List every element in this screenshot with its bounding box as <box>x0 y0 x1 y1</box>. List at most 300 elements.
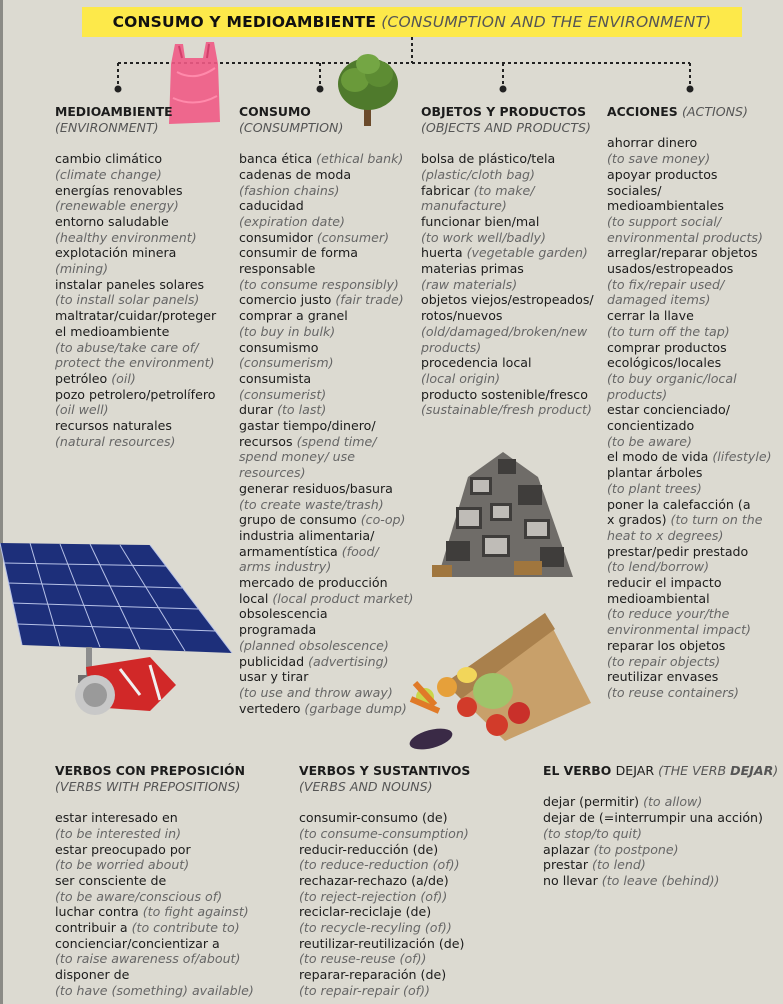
column-header-title: EL VERBO <box>543 763 616 778</box>
vocab-line <box>543 842 779 858</box>
spanish-term: apoyar productos <box>607 166 718 182</box>
english-translation: (to plant trees) <box>607 480 702 496</box>
english-translation: (to be worried about) <box>55 857 190 873</box>
english-translation: (to repair objects) <box>607 653 721 669</box>
english-translation: (to be aware/conscious of) <box>55 888 223 904</box>
spanish-term: industria alimentaria/ <box>239 527 375 543</box>
vocab-line <box>607 481 779 497</box>
vocab-line <box>239 214 414 230</box>
spanish-term: contribuir a <box>55 920 132 936</box>
english-translation: products) <box>607 386 668 402</box>
vocab-line <box>55 308 235 324</box>
vocab-line <box>607 638 779 654</box>
spanish-term: producto sostenible/fresco <box>421 386 588 402</box>
vocab-line <box>239 465 414 481</box>
spanish-term: consumir-consumo (de) <box>299 810 448 826</box>
english-translation: (to reject-rejection (of)) <box>299 888 448 904</box>
column-header-title: ACCIONES <box>607 104 682 119</box>
english-translation: (fashion chains) <box>239 182 340 198</box>
spanish-term: sociales/ <box>607 182 662 198</box>
english-translation: (natural resources) <box>55 433 176 449</box>
spanish-term: estar preocupado por <box>55 841 191 857</box>
spanish-term: maltratar/cuidar/proteger <box>55 308 217 324</box>
vocab-line <box>299 889 539 905</box>
english-translation: (to turn on the <box>670 512 763 528</box>
vocab-line <box>55 230 235 246</box>
vocab-line <box>239 685 414 701</box>
spanish-term: recursos naturales <box>55 418 172 434</box>
english-translation: (mining) <box>55 261 109 277</box>
english-translation: (fair trade) <box>335 292 404 308</box>
vocab-line <box>239 638 414 654</box>
vocab-line <box>607 308 779 324</box>
vocab-line <box>607 497 779 513</box>
vocab-line <box>607 245 779 261</box>
english-translation: (consumerism) <box>239 355 334 371</box>
spanish-term: pozo petrolero/petrolífero <box>55 386 216 402</box>
vocab-line <box>607 324 779 340</box>
vocab-line <box>55 904 295 920</box>
vocab-line <box>607 167 779 183</box>
column-header-english: (ACTIONS) <box>682 104 748 119</box>
vocab-line <box>607 151 779 167</box>
column-header-subtitle: (VERBS AND NOUNS) <box>299 778 433 794</box>
vocab-line <box>299 873 539 889</box>
spanish-term: reutilizar-reutilización (de) <box>299 935 465 951</box>
vocab-line <box>55 967 295 983</box>
english-translation: arms industry) <box>239 559 332 575</box>
english-translation: (to create waste/trash) <box>239 496 384 512</box>
spanish-term: medioambientales <box>607 198 724 214</box>
english-translation: heat to x degrees) <box>607 527 724 543</box>
english-translation: (local origin) <box>421 370 501 386</box>
spanish-term: usar y tirar <box>239 669 309 685</box>
vocab-line <box>607 559 779 575</box>
vocab-line <box>421 324 601 340</box>
page-title <box>82 7 742 37</box>
english-translation: (to lend) <box>592 857 646 873</box>
spanish-term: instalar paneles solares <box>55 276 205 292</box>
spanish-term: caducidad <box>239 198 304 214</box>
vocab-line <box>299 810 539 826</box>
english-translation: (oil well) <box>55 402 109 418</box>
english-translation: (to be aware) <box>607 433 692 449</box>
vocab-line <box>55 371 235 387</box>
vocab-line <box>55 418 235 434</box>
vocab-line <box>239 167 414 183</box>
english-translation: (garbage dump) <box>304 700 407 716</box>
spanish-term: ecológicos/locales <box>607 355 722 371</box>
spanish-term: gastar tiempo/dinero/ <box>239 418 376 434</box>
vocab-line <box>55 292 235 308</box>
vocab-line <box>421 387 601 403</box>
vocab-line <box>239 261 414 277</box>
spanish-term: concientizado <box>607 418 695 434</box>
vocab-line <box>55 826 295 842</box>
column-header-english-end: ) <box>773 763 779 778</box>
vocab-line <box>543 857 779 873</box>
spanish-term: comprar a granel <box>239 308 348 324</box>
vocab-line <box>421 402 601 418</box>
spanish-term: prestar/pedir prestado <box>607 543 749 559</box>
vocab-line <box>239 324 414 340</box>
english-translation: manufacture) <box>421 198 507 214</box>
vocab-line <box>299 857 539 873</box>
column-header <box>239 104 414 120</box>
vocab-line <box>607 261 779 277</box>
spanish-term: fabricar <box>421 182 474 198</box>
spacer <box>55 794 295 810</box>
column-objetos-productos <box>421 104 601 418</box>
vocab-line <box>421 308 601 324</box>
column-header <box>55 763 295 779</box>
spanish-term: no llevar <box>543 872 602 888</box>
vocab-line <box>607 465 779 481</box>
spanish-term: funcionar bien/mal <box>421 213 540 229</box>
english-translation: (food/ <box>341 543 379 559</box>
vocab-line <box>607 418 779 434</box>
english-translation: (to buy in bulk) <box>239 323 336 339</box>
vocab-line <box>55 198 235 214</box>
spanish-term: reparar-reparación (de) <box>299 967 447 983</box>
english-translation: (raw materials) <box>421 276 518 292</box>
spanish-term: comprar productos <box>607 339 727 355</box>
column-header <box>543 763 779 779</box>
spanish-term: ser consciente de <box>55 872 167 888</box>
english-translation: (to consume responsibly) <box>239 276 399 292</box>
english-translation: (to buy organic/local <box>607 370 737 386</box>
column-header-english-bold: DEJAR <box>730 763 774 778</box>
english-translation: (to reduce your/the <box>607 606 730 622</box>
column-verbos-sustantivos <box>299 763 539 999</box>
vocab-line <box>239 701 414 717</box>
vocab-line <box>421 198 601 214</box>
vocab-line <box>421 214 601 230</box>
title-spanish: CONSUMO Y MEDIOAMBIENTE <box>112 13 377 31</box>
spanish-term: obsolescencia <box>239 606 328 622</box>
english-translation: (spend time/ <box>296 433 377 449</box>
english-translation: (to recycle-recyling (of)) <box>299 920 452 936</box>
english-translation: (to stop/to quit) <box>543 825 642 841</box>
vocab-line <box>421 245 601 261</box>
spanish-term: responsable <box>239 261 316 277</box>
english-translation: (expiration date) <box>239 213 345 229</box>
vocab-line <box>239 355 414 371</box>
vocab-line <box>421 340 601 356</box>
english-translation: (to leave (behind)) <box>601 872 720 888</box>
english-translation: (climate change) <box>55 166 162 182</box>
vocab-line <box>607 512 779 528</box>
vocab-line <box>607 355 779 371</box>
english-translation: spend money/ use <box>239 449 355 465</box>
vocab-line <box>239 277 414 293</box>
spanish-term: dejar de (=interrumpir una acción) <box>543 810 763 826</box>
vocab-line <box>421 355 601 371</box>
column-header-subtitle: (ENVIRONMENT) <box>55 119 159 135</box>
spanish-term: ahorrar dinero <box>607 135 698 151</box>
vocab-line <box>607 387 779 403</box>
english-translation: (to allow) <box>643 794 703 810</box>
english-translation: protect the environment) <box>55 355 215 371</box>
vocab-line <box>239 622 414 638</box>
english-translation: (to use and throw away) <box>239 685 393 700</box>
english-translation: (to last) <box>277 402 327 418</box>
english-translation: (old/damaged/broken/new <box>421 323 588 339</box>
spacer <box>607 120 779 136</box>
vocab-line <box>239 371 414 387</box>
english-translation: (to fix/repair used/ <box>607 276 725 292</box>
spanish-term: publicidad <box>239 653 309 669</box>
vocab-line <box>55 402 235 418</box>
english-translation: (oil) <box>111 370 136 386</box>
spanish-term: entorno saludable <box>55 213 169 229</box>
english-translation: (to save money) <box>607 151 711 167</box>
vocab-line <box>607 292 779 308</box>
vocab-line <box>607 402 779 418</box>
spanish-term: petróleo <box>55 370 112 386</box>
spacer <box>239 135 414 151</box>
spanish-term: consumir de forma <box>239 245 358 261</box>
column-header-title: VERBOS Y SUSTANTIVOS <box>299 763 471 778</box>
vocab-line <box>607 669 779 685</box>
vocab-line <box>55 857 295 873</box>
english-translation: (to have (something) available) <box>55 982 254 998</box>
spanish-term: materias primas <box>421 261 524 277</box>
spanish-term: mercado de producción <box>239 575 388 591</box>
vocab-line <box>299 826 539 842</box>
vocab-line <box>239 669 414 685</box>
spanish-term: programada <box>239 622 317 638</box>
vocab-line <box>607 198 779 214</box>
english-translation: (consumer) <box>316 229 389 245</box>
column-header-title: OBJETOS Y PRODUCTOS <box>421 104 587 119</box>
spanish-term: plantar árboles <box>607 465 703 481</box>
english-translation: damaged items) <box>607 292 711 308</box>
column-acciones <box>607 104 779 701</box>
vocab-line <box>543 794 779 810</box>
vocab-line <box>239 292 414 308</box>
english-translation: (to reuse containers) <box>607 685 739 700</box>
vocab-line <box>239 245 414 261</box>
vocab-line <box>607 606 779 622</box>
english-translation: (ethical bank) <box>316 151 404 167</box>
vocab-line <box>421 183 601 199</box>
vocab-line <box>421 371 601 387</box>
spanish-term: estar interesado en <box>55 810 178 826</box>
vocab-line <box>421 230 601 246</box>
column-medioambiente <box>55 104 235 449</box>
english-translation: (to turn off the tap) <box>607 323 730 339</box>
spanish-term: generar residuos/basura <box>239 480 393 496</box>
vocab-line <box>55 889 295 905</box>
vocab-line <box>239 575 414 591</box>
vocab-line <box>299 904 539 920</box>
spanish-term: aplazar <box>543 841 594 857</box>
spanish-term: bolsa de plástico/tela <box>421 151 556 167</box>
spanish-term: rotos/nuevos <box>421 308 503 324</box>
vocab-line <box>607 449 779 465</box>
spanish-term: prestar <box>543 857 593 873</box>
spanish-term: disponer de <box>55 967 130 983</box>
column-header-english: (THE VERB <box>658 763 731 778</box>
column-header-subtitle: (OBJECTS AND PRODUCTS) <box>421 119 591 135</box>
vocab-line <box>55 873 295 889</box>
english-translation: (plastic/cloth bag) <box>421 166 535 182</box>
vocab-line <box>543 810 779 826</box>
vocab-line <box>607 434 779 450</box>
english-translation: environmental impact) <box>607 622 751 638</box>
spanish-term: banca ética <box>239 151 317 167</box>
vocab-line <box>239 606 414 622</box>
vocab-line <box>55 434 235 450</box>
vocab-line <box>239 308 414 324</box>
vocab-line <box>239 151 414 167</box>
solar-panel-icon <box>0 535 240 725</box>
vocab-line <box>239 402 414 418</box>
spanish-term: comercio justo <box>239 292 336 308</box>
spanish-term: cadenas de moda <box>239 166 352 182</box>
spanish-term: arreglar/reparar objetos <box>607 245 758 261</box>
vocab-line <box>607 371 779 387</box>
vocab-line <box>299 936 539 952</box>
column-header-subtitle: (CONSUMPTION) <box>239 119 344 135</box>
english-translation: resources) <box>239 465 306 481</box>
vocab-line <box>299 951 539 967</box>
vocab-line <box>421 167 601 183</box>
vocab-line <box>55 810 295 826</box>
vocab-line <box>607 685 779 701</box>
english-translation: (to reuse-reuse (of)) <box>299 951 427 967</box>
english-translation: (to consume-consumption) <box>299 825 469 841</box>
vocab-line <box>239 183 414 199</box>
spanish-term: procedencia local <box>421 355 532 371</box>
column-header-mid: DEJAR <box>615 763 659 778</box>
vocab-line <box>239 481 414 497</box>
vocab-line <box>607 214 779 230</box>
spanish-term: cambio climático <box>55 151 163 167</box>
column-header-title: VERBOS CON PREPOSICIÓN <box>55 763 245 778</box>
english-translation: (to lend/borrow) <box>607 559 709 575</box>
spanish-term: local <box>239 590 273 606</box>
spanish-term: recursos <box>239 433 297 449</box>
spanish-term: durar <box>239 402 278 418</box>
spanish-term: reutilizar envases <box>607 669 719 685</box>
spanish-term: usados/estropeados <box>607 261 734 277</box>
spanish-term: huerta <box>421 245 467 261</box>
vocab-line <box>421 277 601 293</box>
vocab-line <box>239 544 414 560</box>
column-header-title: MEDIOAMBIENTE <box>55 104 173 119</box>
spacer <box>299 794 539 810</box>
vocab-line <box>607 135 779 151</box>
vocab-line <box>421 151 601 167</box>
vocab-line <box>299 920 539 936</box>
column-header <box>299 763 539 779</box>
column-header <box>421 104 601 120</box>
vocab-line <box>55 951 295 967</box>
column-verbos-preposicion <box>55 763 295 999</box>
spanish-term: armamentística <box>239 543 342 559</box>
vocab-line <box>55 920 295 936</box>
spacer <box>421 135 601 151</box>
spanish-term: medioambiental <box>607 590 710 606</box>
vocab-line <box>55 167 235 183</box>
english-translation: (vegetable garden) <box>466 245 588 261</box>
vocab-line <box>299 967 539 983</box>
spacer <box>543 779 779 795</box>
spanish-term: reciclar-reciclaje (de) <box>299 904 432 920</box>
english-translation: (to make/ <box>473 182 535 198</box>
english-translation: products) <box>421 339 482 355</box>
spanish-term: rechazar-rechazo (a/de) <box>299 872 449 888</box>
spanish-term: energías renovables <box>55 182 183 198</box>
spanish-term: reducir el impacto <box>607 575 722 591</box>
vocab-line <box>239 230 414 246</box>
english-translation: (renewable energy) <box>55 198 179 214</box>
english-translation: (to postpone) <box>593 841 679 857</box>
vocab-line <box>421 292 601 308</box>
vocab-line <box>239 654 414 670</box>
vocab-line <box>55 261 235 277</box>
vocab-line <box>607 340 779 356</box>
vocab-line <box>299 842 539 858</box>
vocab-line <box>543 826 779 842</box>
spacer <box>55 135 235 151</box>
vocab-line <box>239 559 414 575</box>
vocab-line <box>239 449 414 465</box>
vocab-line <box>239 198 414 214</box>
vocab-line <box>55 842 295 858</box>
title-english: (CONSUMPTION AND THE ENVIRONMENT) <box>381 13 712 31</box>
english-translation: (to be interested in) <box>55 825 182 841</box>
english-translation: environmental products) <box>607 229 763 245</box>
page-edge <box>0 0 3 1004</box>
vocab-line <box>607 230 779 246</box>
english-translation: (advertising) <box>308 653 389 669</box>
vocab-line <box>55 151 235 167</box>
vocab-line <box>55 936 295 952</box>
vocab-line <box>55 214 235 230</box>
english-translation: (to support social/ <box>607 213 722 229</box>
vocab-line <box>239 512 414 528</box>
vocab-line <box>543 873 779 889</box>
spanish-term: dejar (permitir) <box>543 794 644 810</box>
english-translation: (to reduce-reduction (of)) <box>299 857 460 873</box>
english-translation: (to raise awareness of/about) <box>55 951 241 967</box>
spanish-term: el medioambiente <box>55 323 170 339</box>
vocab-line <box>55 387 235 403</box>
spanish-term: reparar los objetos <box>607 637 726 653</box>
vocab-line <box>55 277 235 293</box>
vocab-line <box>607 575 779 591</box>
english-translation: (local product market) <box>272 590 414 606</box>
spanish-term: vertedero <box>239 700 305 716</box>
english-translation: (to repair-repair (of)) <box>299 982 430 998</box>
vocab-line <box>421 261 601 277</box>
vocab-line <box>55 355 235 371</box>
vocab-line <box>239 387 414 403</box>
vocab-line <box>55 983 295 999</box>
spanish-term: consumismo <box>239 339 319 355</box>
spanish-term: explotación minera <box>55 245 177 261</box>
english-translation: (to fight against) <box>142 904 249 920</box>
english-translation: (lifestyle) <box>712 449 772 465</box>
vocab-line <box>239 497 414 513</box>
spanish-term: el modo de vida <box>607 449 713 465</box>
spanish-term: consumista <box>239 370 312 386</box>
vocab-line <box>55 245 235 261</box>
column-header-title: CONSUMO <box>239 104 311 119</box>
